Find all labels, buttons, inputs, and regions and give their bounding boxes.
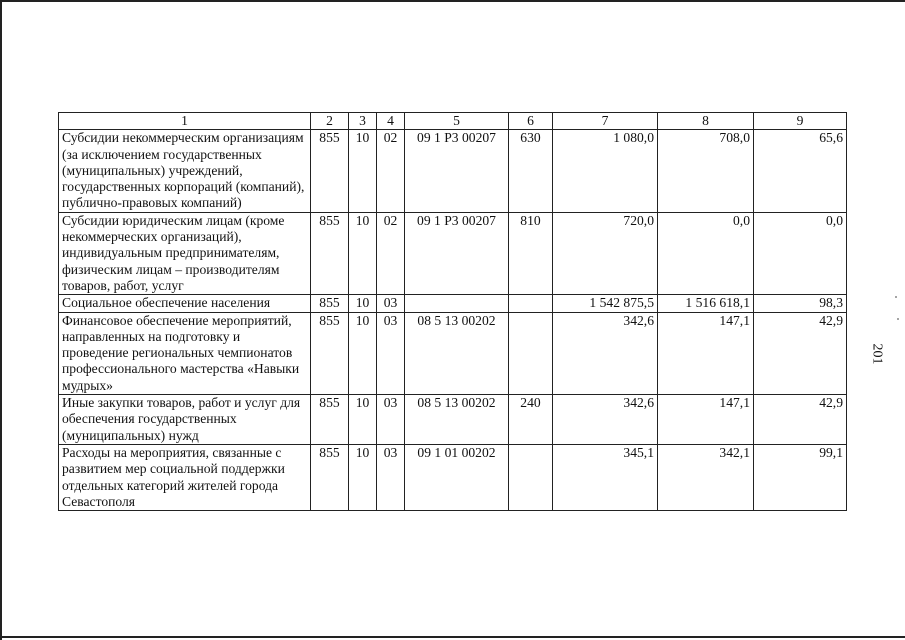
scan-speck	[895, 296, 897, 298]
row-name: Субсидии юридическим лицам (кроме некоммерческих организаций), индивидуальным предпринимателям, физическим лицам – производителям товаров, работ, услуг	[59, 212, 311, 294]
row-code-subsection: 03	[377, 395, 405, 445]
row-plan: 342,6	[553, 312, 658, 394]
column-number: 9	[754, 113, 847, 130]
row-code-ministry: 855	[311, 130, 349, 212]
scan-border-bottom	[0, 636, 905, 638]
row-actual: 147,1	[658, 395, 754, 445]
column-number: 3	[349, 113, 377, 130]
row-target-article: 08 5 13 00202	[405, 395, 509, 445]
row-name: Иные закупки товаров, работ и услуг для обеспечения государственных (муниципальных) нужд	[59, 395, 311, 445]
table-row	[59, 130, 847, 212]
scan-border-top	[0, 0, 905, 2]
row-expense-type: 810	[509, 212, 553, 294]
row-code-section: 10	[349, 312, 377, 394]
row-code-ministry: 855	[311, 295, 349, 312]
budget-table	[58, 112, 847, 511]
row-percent: 42,9	[754, 395, 847, 445]
row-actual: 342,1	[658, 444, 754, 510]
row-target-article: 08 5 13 00202	[405, 312, 509, 394]
table-row	[59, 295, 847, 312]
row-target-article: 09 1 Р3 00207	[405, 212, 509, 294]
table-row	[59, 444, 847, 510]
column-number: 6	[509, 113, 553, 130]
row-percent: 65,6	[754, 130, 847, 212]
page-number: 201	[869, 343, 885, 365]
row-code-ministry: 855	[311, 312, 349, 394]
table-header-row	[59, 113, 847, 130]
row-code-ministry: 855	[311, 444, 349, 510]
row-code-subsection: 03	[377, 312, 405, 394]
row-name: Финансовое обеспечение мероприятий, направленных на подготовку и проведение региональных чемпионатов профессионального мастерства «Навыки мудрых»	[59, 312, 311, 394]
row-target-article: 09 1 Р3 00207	[405, 130, 509, 212]
row-code-ministry: 855	[311, 212, 349, 294]
row-plan: 1 080,0	[553, 130, 658, 212]
table-row	[59, 212, 847, 294]
row-code-section: 10	[349, 212, 377, 294]
row-code-subsection: 03	[377, 444, 405, 510]
column-number: 1	[59, 113, 311, 130]
row-code-subsection: 02	[377, 212, 405, 294]
row-plan: 720,0	[553, 212, 658, 294]
row-name: Субсидии некоммерческим организациям (за исключением государственных (муниципальных) учреждений, государственных корпораций (компаний), публично-правовых компаний)	[59, 130, 311, 212]
row-code-section: 10	[349, 130, 377, 212]
row-expense-type	[509, 312, 553, 394]
row-percent: 99,1	[754, 444, 847, 510]
scan-border-left	[0, 0, 2, 640]
row-code-section: 10	[349, 295, 377, 312]
scan-speck	[897, 318, 899, 320]
row-code-subsection: 03	[377, 295, 405, 312]
row-target-article	[405, 295, 509, 312]
row-actual: 0,0	[658, 212, 754, 294]
row-actual: 708,0	[658, 130, 754, 212]
row-code-section: 10	[349, 395, 377, 445]
column-number: 7	[553, 113, 658, 130]
row-actual: 147,1	[658, 312, 754, 394]
row-percent: 0,0	[754, 212, 847, 294]
row-expense-type	[509, 444, 553, 510]
column-number: 5	[405, 113, 509, 130]
row-code-section: 10	[349, 444, 377, 510]
row-percent: 42,9	[754, 312, 847, 394]
column-number: 8	[658, 113, 754, 130]
row-actual: 1 516 618,1	[658, 295, 754, 312]
column-number: 4	[377, 113, 405, 130]
table-row	[59, 395, 847, 445]
row-plan: 342,6	[553, 395, 658, 445]
row-percent: 98,3	[754, 295, 847, 312]
row-name: Расходы на мероприятия, связанные с развитием мер социальной поддержки отдельных категорий жителей города Севастополя	[59, 444, 311, 510]
row-target-article: 09 1 01 00202	[405, 444, 509, 510]
row-name: Социальное обеспечение населения	[59, 295, 311, 312]
row-plan: 345,1	[553, 444, 658, 510]
row-code-ministry: 855	[311, 395, 349, 445]
row-expense-type: 240	[509, 395, 553, 445]
row-code-subsection: 02	[377, 130, 405, 212]
table-row	[59, 312, 847, 394]
row-expense-type: 630	[509, 130, 553, 212]
row-expense-type	[509, 295, 553, 312]
row-plan: 1 542 875,5	[553, 295, 658, 312]
column-number: 2	[311, 113, 349, 130]
